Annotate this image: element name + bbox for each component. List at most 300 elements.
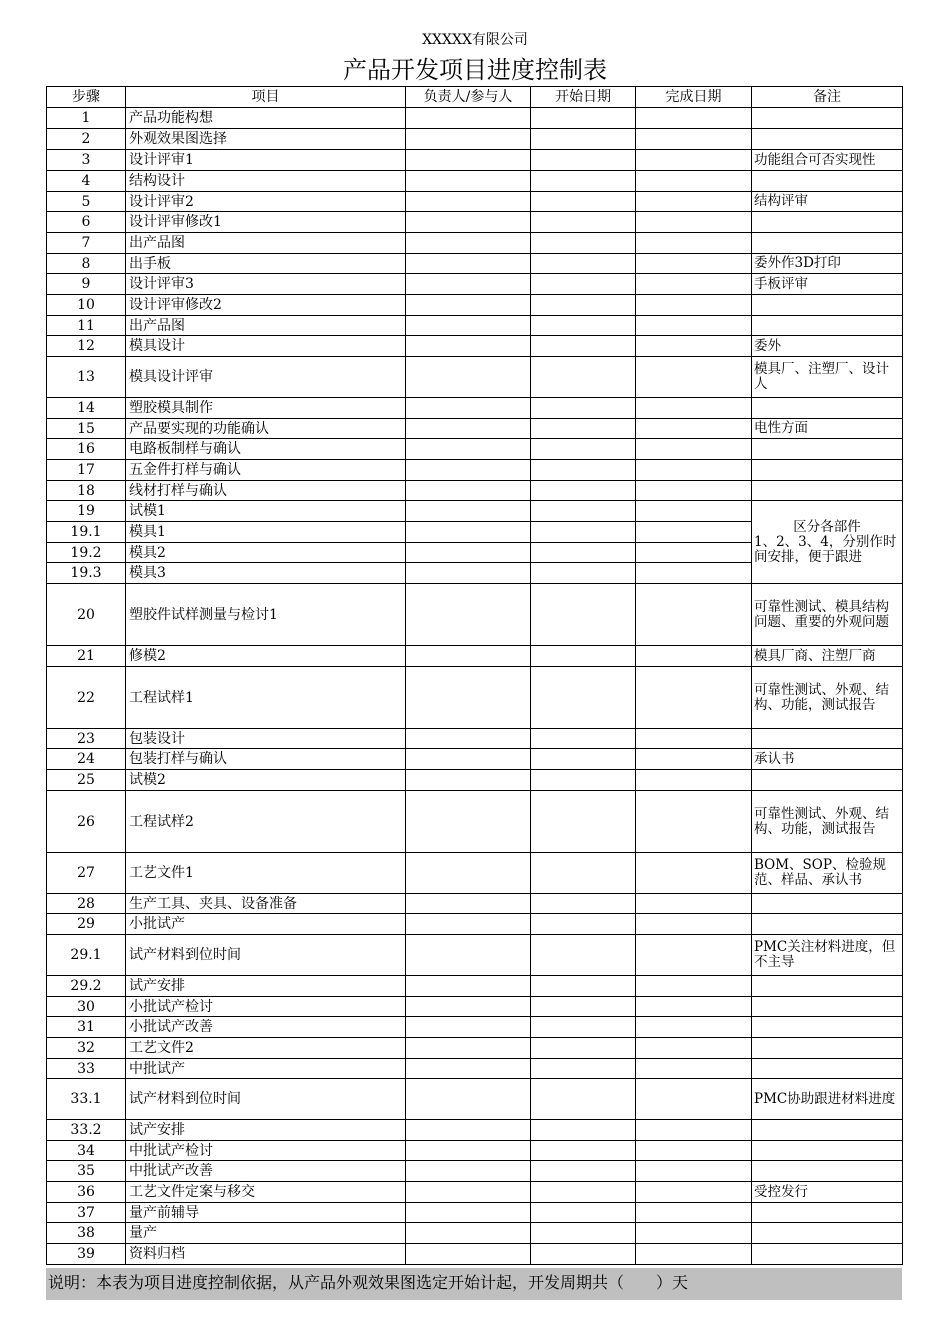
step-number: 33.2 <box>47 1120 126 1141</box>
item-name: 中批试产改善 <box>126 1161 406 1182</box>
start-date-cell[interactable] <box>531 419 636 439</box>
end-date-cell[interactable] <box>636 976 752 997</box>
table-row <box>47 357 903 398</box>
item-name: 设计评审3 <box>126 274 406 295</box>
note-cell <box>752 1244 903 1265</box>
start-date-cell[interactable] <box>531 1120 636 1141</box>
end-date-cell[interactable] <box>636 791 752 853</box>
end-date-cell[interactable] <box>636 1161 752 1182</box>
owner-cell[interactable] <box>406 460 531 481</box>
start-date-cell[interactable] <box>531 439 636 460</box>
owner-cell[interactable] <box>406 749 531 770</box>
end-date-cell[interactable] <box>636 935 752 976</box>
table-row <box>47 481 903 501</box>
owner-cell[interactable] <box>406 233 531 254</box>
owner-cell[interactable] <box>406 357 531 398</box>
step-number: 19 <box>47 501 126 522</box>
item-name: 结构设计 <box>126 171 406 192</box>
owner-cell[interactable] <box>406 667 531 729</box>
note-cell <box>752 129 903 150</box>
table-row <box>47 460 903 481</box>
note-cell: 功能组合可否实现性 <box>752 150 903 171</box>
end-date-cell[interactable] <box>636 439 752 460</box>
note-cell: 委外作3D打印 <box>752 254 903 274</box>
item-name: 资料归档 <box>126 1244 406 1265</box>
header-note: 备注 <box>752 87 903 108</box>
table-row <box>47 1079 903 1120</box>
item-name: 试模2 <box>126 770 406 791</box>
end-date-cell[interactable] <box>636 1244 752 1265</box>
step-number: 5 <box>47 192 126 212</box>
table-row <box>47 129 903 150</box>
end-date-cell[interactable] <box>636 1203 752 1223</box>
merged-note-cell <box>752 501 903 584</box>
table-row <box>47 398 903 419</box>
item-name: 修模2 <box>126 646 406 667</box>
step-number: 26 <box>47 791 126 853</box>
item-name: 小批试产 <box>126 914 406 935</box>
end-date-cell[interactable] <box>636 914 752 935</box>
header-item: 项目 <box>126 87 406 108</box>
table-row <box>47 1182 903 1203</box>
item-name: 塑胶模具制作 <box>126 398 406 419</box>
table-row <box>47 1141 903 1161</box>
start-date-cell[interactable] <box>531 129 636 150</box>
item-name: 量产前辅导 <box>126 1203 406 1223</box>
start-date-cell[interactable] <box>531 914 636 935</box>
step-number: 18 <box>47 481 126 501</box>
item-name: 工艺文件2 <box>126 1038 406 1059</box>
end-date-cell[interactable] <box>636 853 752 894</box>
note-cell <box>752 171 903 192</box>
item-name: 设计评审1 <box>126 150 406 171</box>
start-date-cell[interactable] <box>531 274 636 295</box>
owner-cell[interactable] <box>406 254 531 274</box>
start-date-cell[interactable] <box>531 543 636 563</box>
table-row <box>47 295 903 316</box>
note-cell <box>752 481 903 501</box>
start-date-cell[interactable] <box>531 1038 636 1059</box>
note-cell <box>752 439 903 460</box>
start-date-cell[interactable] <box>531 1141 636 1161</box>
step-number: 21 <box>47 646 126 667</box>
item-name: 模具2 <box>126 543 406 563</box>
end-date-cell[interactable] <box>636 584 752 646</box>
table-row <box>47 729 903 749</box>
note-cell <box>752 1223 903 1244</box>
item-name: 小批试产检讨 <box>126 997 406 1017</box>
owner-cell[interactable] <box>406 894 531 914</box>
table-row <box>47 274 903 295</box>
step-number: 36 <box>47 1182 126 1203</box>
end-date-cell[interactable] <box>636 543 752 563</box>
end-date-cell[interactable] <box>636 192 752 212</box>
step-number: 3 <box>47 150 126 171</box>
end-date-cell[interactable] <box>636 316 752 336</box>
item-name: 模具3 <box>126 563 406 584</box>
end-date-cell[interactable] <box>636 1223 752 1244</box>
end-date-cell[interactable] <box>636 212 752 233</box>
start-date-cell[interactable] <box>531 398 636 419</box>
end-date-cell[interactable] <box>636 1141 752 1161</box>
table-row <box>47 584 903 646</box>
start-date-cell[interactable] <box>531 150 636 171</box>
note-cell: 模具厂、注塑厂、设计人 <box>752 357 903 398</box>
table-row <box>47 853 903 894</box>
owner-cell[interactable] <box>406 171 531 192</box>
owner-cell[interactable] <box>406 543 531 563</box>
note-cell: 结构评审 <box>752 192 903 212</box>
owner-cell[interactable] <box>406 770 531 791</box>
end-date-cell[interactable] <box>636 150 752 171</box>
item-name: 设计评审修改2 <box>126 295 406 316</box>
owner-cell[interactable] <box>406 1223 531 1244</box>
start-date-cell[interactable] <box>531 935 636 976</box>
item-name: 量产 <box>126 1223 406 1244</box>
note-cell <box>752 460 903 481</box>
item-name: 工程试样2 <box>126 791 406 853</box>
start-date-cell[interactable] <box>531 791 636 853</box>
table-row <box>47 749 903 770</box>
step-number: 29.2 <box>47 976 126 997</box>
note-cell <box>752 729 903 749</box>
start-date-cell[interactable] <box>531 1079 636 1120</box>
owner-cell[interactable] <box>406 1038 531 1059</box>
step-number: 33 <box>47 1059 126 1079</box>
table-row <box>47 894 903 914</box>
end-date-cell[interactable] <box>636 357 752 398</box>
merged-note-line2: 1、2、3、4，分别作时间安排，便于跟进 <box>754 533 897 565</box>
item-name: 模具1 <box>126 522 406 543</box>
note-cell <box>752 894 903 914</box>
step-number: 30 <box>47 997 126 1017</box>
step-number: 19.3 <box>47 563 126 584</box>
header-start-date: 开始日期 <box>531 87 636 108</box>
owner-cell[interactable] <box>406 398 531 419</box>
owner-cell[interactable] <box>406 212 531 233</box>
owner-cell[interactable] <box>406 150 531 171</box>
note-cell <box>752 1059 903 1079</box>
table-row <box>47 212 903 233</box>
note-cell <box>752 295 903 316</box>
step-number: 20 <box>47 584 126 646</box>
end-date-cell[interactable] <box>636 171 752 192</box>
step-number: 25 <box>47 770 126 791</box>
item-name: 包装设计 <box>126 729 406 749</box>
end-date-cell[interactable] <box>636 894 752 914</box>
end-date-cell[interactable] <box>636 729 752 749</box>
start-date-cell[interactable] <box>531 233 636 254</box>
start-date-cell[interactable] <box>531 1223 636 1244</box>
start-date-cell[interactable] <box>531 192 636 212</box>
item-name: 试产安排 <box>126 976 406 997</box>
owner-cell[interactable] <box>406 522 531 543</box>
step-number: 32 <box>47 1038 126 1059</box>
owner-cell[interactable] <box>406 914 531 935</box>
table-row <box>47 171 903 192</box>
start-date-cell[interactable] <box>531 336 636 357</box>
note-cell <box>752 914 903 935</box>
owner-cell[interactable] <box>406 1244 531 1265</box>
note-cell <box>752 316 903 336</box>
owner-cell[interactable] <box>406 316 531 336</box>
step-number: 19.1 <box>47 522 126 543</box>
end-date-cell[interactable] <box>636 274 752 295</box>
owner-cell[interactable] <box>406 791 531 853</box>
table-row <box>47 914 903 935</box>
table-row <box>47 1203 903 1223</box>
item-name: 产品功能构想 <box>126 108 406 129</box>
step-number: 4 <box>47 171 126 192</box>
end-date-cell[interactable] <box>636 563 752 584</box>
owner-cell[interactable] <box>406 853 531 894</box>
start-date-cell[interactable] <box>531 1161 636 1182</box>
owner-cell[interactable] <box>406 129 531 150</box>
start-date-cell[interactable] <box>531 316 636 336</box>
table-row <box>47 1120 903 1141</box>
owner-cell[interactable] <box>406 1079 531 1120</box>
start-date-cell[interactable] <box>531 171 636 192</box>
header-row <box>47 87 903 108</box>
table-row <box>47 316 903 336</box>
end-date-cell[interactable] <box>636 1182 752 1203</box>
note-cell <box>752 770 903 791</box>
table-row <box>47 1223 903 1244</box>
owner-cell[interactable] <box>406 295 531 316</box>
table-row <box>47 997 903 1017</box>
table-row <box>47 233 903 254</box>
start-date-cell[interactable] <box>531 1203 636 1223</box>
end-date-cell[interactable] <box>636 749 752 770</box>
owner-cell[interactable] <box>406 192 531 212</box>
step-number: 17 <box>47 460 126 481</box>
end-date-cell[interactable] <box>636 398 752 419</box>
step-number: 6 <box>47 212 126 233</box>
note-cell: PMC协助跟进材料进度 <box>752 1079 903 1120</box>
note-cell <box>752 1161 903 1182</box>
start-date-cell[interactable] <box>531 357 636 398</box>
start-date-cell[interactable] <box>531 1182 636 1203</box>
item-name: 产品要实现的功能确认 <box>126 419 406 439</box>
table-row <box>47 150 903 171</box>
note-cell: 可靠性测试、外观、结构、功能，测试报告 <box>752 667 903 729</box>
note-cell <box>752 398 903 419</box>
start-date-cell[interactable] <box>531 295 636 316</box>
owner-cell[interactable] <box>406 584 531 646</box>
table-row <box>47 336 903 357</box>
owner-cell[interactable] <box>406 976 531 997</box>
item-name: 包装打样与确认 <box>126 749 406 770</box>
end-date-cell[interactable] <box>636 1038 752 1059</box>
start-date-cell[interactable] <box>531 481 636 501</box>
start-date-cell[interactable] <box>531 749 636 770</box>
start-date-cell[interactable] <box>531 460 636 481</box>
table-row <box>47 935 903 976</box>
step-number: 15 <box>47 419 126 439</box>
step-number: 14 <box>47 398 126 419</box>
company-name: XXXXX有限公司 <box>422 32 528 48</box>
item-name: 出手板 <box>126 254 406 274</box>
start-date-cell[interactable] <box>531 584 636 646</box>
item-name: 试产材料到位时间 <box>126 935 406 976</box>
header-step: 步骤 <box>47 87 126 108</box>
end-date-cell[interactable] <box>636 419 752 439</box>
note-cell <box>752 1141 903 1161</box>
item-name: 工艺文件定案与移交 <box>126 1182 406 1203</box>
step-number: 33.1 <box>47 1079 126 1120</box>
item-name: 出产品图 <box>126 316 406 336</box>
start-date-cell[interactable] <box>531 563 636 584</box>
header-owner: 负责人/参与人 <box>406 87 531 108</box>
owner-cell[interactable] <box>406 1203 531 1223</box>
start-date-cell[interactable] <box>531 1244 636 1265</box>
header-end-date: 完成日期 <box>636 87 752 108</box>
item-name: 线材打样与确认 <box>126 481 406 501</box>
end-date-cell[interactable] <box>636 481 752 501</box>
start-date-cell[interactable] <box>531 894 636 914</box>
step-number: 35 <box>47 1161 126 1182</box>
start-date-cell[interactable] <box>531 667 636 729</box>
table-row <box>47 439 903 460</box>
start-date-cell[interactable] <box>531 1017 636 1038</box>
start-date-cell[interactable] <box>531 770 636 791</box>
start-date-cell[interactable] <box>531 853 636 894</box>
item-name: 中批试产 <box>126 1059 406 1079</box>
owner-cell[interactable] <box>406 1182 531 1203</box>
owner-cell[interactable] <box>406 501 531 522</box>
owner-cell[interactable] <box>406 1059 531 1079</box>
step-number: 1 <box>47 108 126 129</box>
step-number: 16 <box>47 439 126 460</box>
start-date-cell[interactable] <box>531 108 636 129</box>
end-date-cell[interactable] <box>636 254 752 274</box>
end-date-cell[interactable] <box>636 501 752 522</box>
item-name: 五金件打样与确认 <box>126 460 406 481</box>
note-cell: 受控发行 <box>752 1182 903 1203</box>
step-number: 38 <box>47 1223 126 1244</box>
table-row <box>47 976 903 997</box>
start-date-cell[interactable] <box>531 212 636 233</box>
table-row <box>47 419 903 439</box>
item-name: 模具设计评审 <box>126 357 406 398</box>
owner-cell[interactable] <box>406 646 531 667</box>
end-date-cell[interactable] <box>636 770 752 791</box>
note-cell <box>752 997 903 1017</box>
step-number: 9 <box>47 274 126 295</box>
item-name: 工程试样1 <box>126 667 406 729</box>
step-number: 27 <box>47 853 126 894</box>
footer-note: 说明：本表为项目进度控制依据，从产品外观效果图选定开始计起，开发周期共（ ）天 <box>46 1268 902 1300</box>
table-row <box>47 254 903 274</box>
owner-cell[interactable] <box>406 439 531 460</box>
note-cell: 承认书 <box>752 749 903 770</box>
merged-note-line1: 区分各部件 <box>793 518 861 535</box>
step-number: 11 <box>47 316 126 336</box>
start-date-cell[interactable] <box>531 1059 636 1079</box>
owner-cell[interactable] <box>406 274 531 295</box>
step-number: 24 <box>47 749 126 770</box>
item-name: 工艺文件1 <box>126 853 406 894</box>
note-cell: 电性方面 <box>752 419 903 439</box>
step-number: 28 <box>47 894 126 914</box>
end-date-cell[interactable] <box>636 1120 752 1141</box>
table-row <box>47 646 903 667</box>
item-name: 设计评审修改1 <box>126 212 406 233</box>
step-number: 23 <box>47 729 126 749</box>
owner-cell[interactable] <box>406 935 531 976</box>
step-number: 39 <box>47 1244 126 1265</box>
note-cell <box>752 212 903 233</box>
end-date-cell[interactable] <box>636 1079 752 1120</box>
item-name: 试产安排 <box>126 1120 406 1141</box>
end-date-cell[interactable] <box>636 108 752 129</box>
end-date-cell[interactable] <box>636 1059 752 1079</box>
table-row <box>47 501 903 522</box>
table-row <box>47 1059 903 1079</box>
step-number: 34 <box>47 1141 126 1161</box>
note-cell <box>752 108 903 129</box>
end-date-cell[interactable] <box>636 336 752 357</box>
start-date-cell[interactable] <box>531 522 636 543</box>
owner-cell[interactable] <box>406 1120 531 1141</box>
owner-cell[interactable] <box>406 729 531 749</box>
owner-cell[interactable] <box>406 1017 531 1038</box>
note-cell: PMC关注材料进度，但不主导 <box>752 935 903 976</box>
item-name: 小批试产改善 <box>126 1017 406 1038</box>
start-date-cell[interactable] <box>531 646 636 667</box>
end-date-cell[interactable] <box>636 1017 752 1038</box>
owner-cell[interactable] <box>406 1141 531 1161</box>
step-number: 29.1 <box>47 935 126 976</box>
table-row <box>47 1244 903 1265</box>
start-date-cell[interactable] <box>531 997 636 1017</box>
step-number: 29 <box>47 914 126 935</box>
end-date-cell[interactable] <box>636 233 752 254</box>
owner-cell[interactable] <box>406 1161 531 1182</box>
step-number: 13 <box>47 357 126 398</box>
table-row <box>47 108 903 129</box>
start-date-cell[interactable] <box>531 501 636 522</box>
item-name: 试产材料到位时间 <box>126 1079 406 1120</box>
owner-cell[interactable] <box>406 108 531 129</box>
end-date-cell[interactable] <box>636 997 752 1017</box>
end-date-cell[interactable] <box>636 460 752 481</box>
end-date-cell[interactable] <box>636 667 752 729</box>
start-date-cell[interactable] <box>531 976 636 997</box>
start-date-cell[interactable] <box>531 729 636 749</box>
owner-cell[interactable] <box>406 481 531 501</box>
schedule-table <box>46 86 903 1265</box>
end-date-cell[interactable] <box>636 295 752 316</box>
note-cell <box>752 1120 903 1141</box>
owner-cell[interactable] <box>406 419 531 439</box>
item-name: 塑胶件试样测量与检讨1 <box>126 584 406 646</box>
note-cell <box>752 1017 903 1038</box>
note-cell: 可靠性测试、外观、结构、功能，测试报告 <box>752 791 903 853</box>
owner-cell[interactable] <box>406 563 531 584</box>
start-date-cell[interactable] <box>531 254 636 274</box>
step-number: 8 <box>47 254 126 274</box>
table-row <box>47 770 903 791</box>
end-date-cell[interactable] <box>636 129 752 150</box>
note-cell: 手板评审 <box>752 274 903 295</box>
table-row <box>47 1038 903 1059</box>
end-date-cell[interactable] <box>636 646 752 667</box>
owner-cell[interactable] <box>406 997 531 1017</box>
step-number: 19.2 <box>47 543 126 563</box>
end-date-cell[interactable] <box>636 522 752 543</box>
owner-cell[interactable] <box>406 336 531 357</box>
